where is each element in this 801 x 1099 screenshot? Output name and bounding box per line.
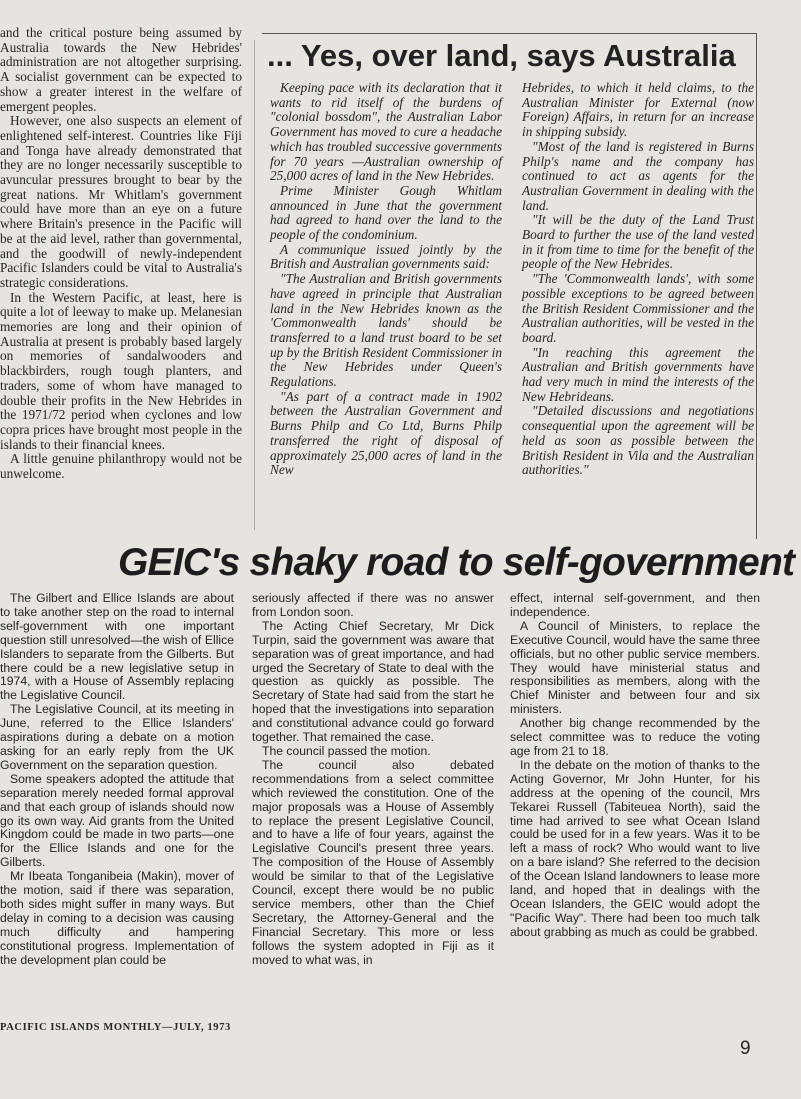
paragraph: seriously affected if there was no answer from London soon. [252, 591, 494, 619]
footer-publication-line: PACIFIC ISLANDS MONTHLY—JULY, 1973 [0, 1022, 231, 1033]
article-column-1 [0, 592, 234, 967]
paragraph: Mr Ibeata Tonganibeia (Makin), mover of the motion, said if there was separation, both sides might suffer in many ways. But delay in coming to a decision was causing much difficulty and hampering constitutional progress. Implementation of the development plan could be [0, 869, 234, 967]
boxed-article-column-1 [270, 81, 502, 478]
boxed-article-title: ... Yes, over land, says Australia [267, 38, 736, 73]
paragraph: The Gilbert and Ellice Islands are about to take another step on the road to internal self-government with one important question still unresolved—the wish of Ellice Islanders to separate from the Gilberts. But there could be a new legislative setup in 1974, with a House of Assembly replacing the Legislative Council. [0, 591, 234, 703]
paragraph: "As part of a contract made in 1902 between the Australian Government and Burns Philp and Co Ltd, Burns Philp transferred the right of disposal of approximately 25,000 acres of land in the New [270, 388, 502, 478]
paragraph: and the critical posture being assumed by Australia towards the New Hebrides' administration are not altogether surprising. A socialist government can be expected to show a greater interest in the welfare of emergent peoples. [0, 25, 242, 114]
paragraph: A little genuine philanthropy would not be unwelcome. [0, 451, 242, 482]
paragraph: Another big change recommended by the select committee was to reduce the voting age from 21 to 18. [510, 716, 760, 758]
paragraph: "The 'Commonwealth lands', with some possible exceptions to be agreed between the British Resident Commissioner and the Australian authorities, will be vested in the board. [522, 271, 754, 345]
boxed-article-column-2 [522, 81, 754, 478]
paragraph: The Acting Chief Secretary, Mr Dick Turpin, said the government was aware that separation was of great importance, and had urged the Secretary of State to deal with the question as quickly as possible. The Secretary of State had said from the start he hoped that the investigations into separation and constitutional advance could go forward together. That remained the case. [252, 618, 494, 745]
paragraph: However, one also suspects an element of enlightened self-interest. Countries like Fiji and Tonga have already demonstrated that they are no longer necessarily susceptible to avuncular pressures brought to bear by the great nations. Mr Whitlam's government could have more than an eye on a future where Britain's presence in the Pacific will be at the aid level, rather than governmental, and the goodwill of newly-independent Pacific Islanders could be vital to Australia's strategic considerations. [0, 113, 242, 290]
article-column-2 [252, 592, 494, 967]
paragraph: Keeping pace with its declaration that it wants to rid itself of the burdens of "colonial bossdom", the Australian Labor Government has moved to cure a headache which has troubled successive governments for 70 years —Australian ownership of 25,000 acres of land in the New Hebrides. [270, 80, 502, 184]
paragraph: Prime Minister Gough Whitlam announced in June that the government had agreed to hand over the land to the people of the condominium. [270, 182, 502, 243]
paragraph: In the debate on the motion of thanks to the Acting Governor, Mr John Hunter, for his address at the opening of the council, Mrs Tekarei Russell (Tabiteuea North), said the time had arrived to see what Ocean Island could be used for in a few years. Was it to be left a mass of rock? Who would want to live on a bare island? She referred to the decision of the Ocean Island landowners to lease more land, and hoped that in dealings with the Ocean Islanders, the GEIC would adopt the "Pacific Way". There had been too much talk about grabbing as much as could be grabbed. [510, 757, 760, 939]
page-number: 9 [740, 1038, 751, 1059]
paragraph: A Council of Ministers, to replace the Executive Council, would have the same three officials, but no other public service members. They would have ministerial status and responsibilities as members, along with the Chief Minister and between four and six ministers. [510, 618, 760, 717]
left-column [0, 26, 242, 482]
article-column-3 [510, 592, 760, 940]
paragraph: Hebrides, to which it held claims, to the Australian Minister for External (now Foreign) Affairs, in return for an increase in shipping subsidy. [522, 80, 754, 140]
paragraph: effect, internal self-government, and then independence. [510, 591, 760, 619]
paragraph: "The Australian and British governments have agreed in principle that Australian land in the New Hebrides known as the 'Commonwealth lands' should be transferred to a land trust board to be set up by the British Resident Commissioner in the New Hebrides under Queen's Regulations. [270, 271, 502, 390]
paragraph: Some speakers adopted the attitude that separation merely needed formal approval and that each group of islands should now go its own way. Aid grants from the United Kingdom could be made in two parts—one for the Ellice Islands and one for the Gilberts. [0, 771, 234, 870]
paragraph: The council also debated recommendations from a select committee which reviewed the constitution. One of the major proposals was a House of Assembly to replace the present Legislative Council, and to have a life of four years, against the Legislative Council's present three years. The composition of the House of Assembly would be similar to that of the Legislative Council, except there would be no public service members, other than the Chief Secretary, the Attorney-General and the Financial Secretary. This more or less follows the system adopted in Fiji as it moved to what was, in [252, 757, 494, 967]
article-headline: GEIC's shaky road to self-government [118, 541, 795, 584]
paragraph: "It will be the duty of the Land Trust Board to further the use of the land vested in it from time to time for the benefit of the people of the New Hebrides. [522, 212, 754, 272]
paragraph: The Legislative Council, at its meeting in June, referred to the Ellice Islanders' aspirations during a debate on a motion asking for an early reply from the UK Government on the separation question. [0, 702, 234, 772]
paragraph: In the Western Pacific, at least, here is quite a lot of leeway to make up. Melanesian memories are long and their opinion of Australia at present is probably based largely on memories of sandalwooders and blackbirders, rough tough planters, and traders, some of whom have managed to double their profits in the New Hebrides in the 1971/72 period when cyclones and low copra prices have brought most people in the islands to their financial knees. [0, 289, 242, 452]
paragraph: "In reaching this agreement the Australian and British governments have had very much in mind the interests of the New Hebrideans. [522, 344, 754, 404]
paragraph: "Detailed discussions and negotiations consequential upon the agreement will be held as soon as possible between the British Resident in Vila and the Australian authorities." [522, 403, 754, 478]
column-rule [254, 40, 255, 530]
paragraph: The council passed the motion. [262, 743, 431, 758]
paragraph: A communique issued jointly by the British and Australian governments said: [270, 241, 502, 272]
paragraph: "Most of the land is registered in Burns Philp's name and the company has continued to act as agents for the Australian Government in dealing with the land. [522, 138, 754, 213]
